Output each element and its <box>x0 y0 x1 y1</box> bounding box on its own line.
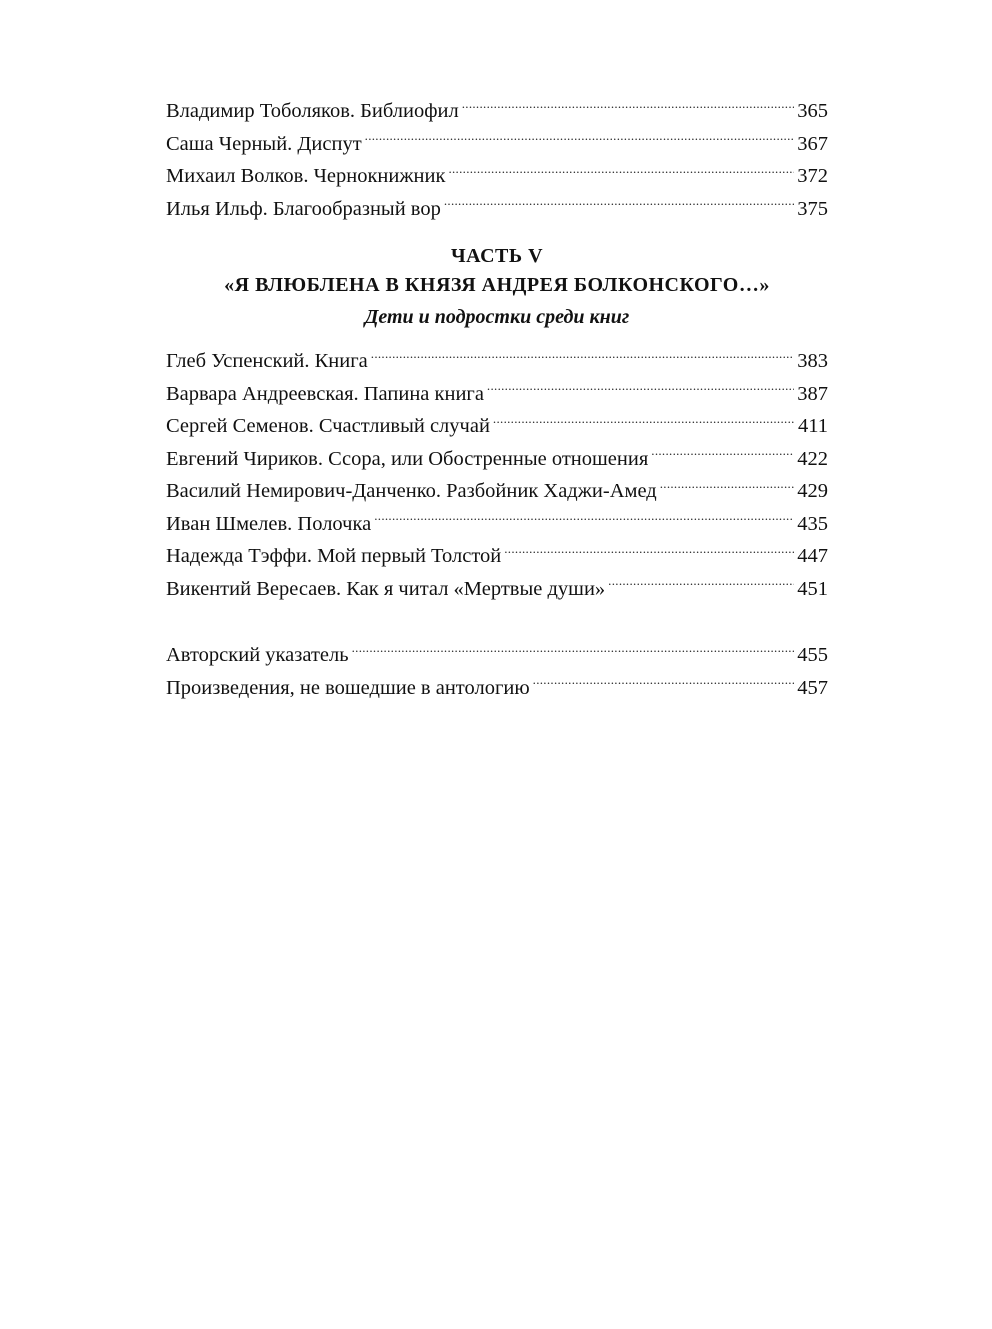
dot-leader <box>371 347 794 367</box>
toc-entry-page: 387 <box>797 382 828 405</box>
toc-entry[interactable] <box>166 639 828 672</box>
toc-entry[interactable] <box>166 160 828 193</box>
part-label: ЧАСТЬ V <box>450 245 544 267</box>
toc-entry[interactable] <box>166 95 828 128</box>
dot-leader <box>374 510 794 530</box>
toc-entry-title: Надежда Тэффи. Мой первый Толстой <box>166 545 502 567</box>
toc-entry-page: 372 <box>797 165 828 187</box>
toc-entry[interactable] <box>166 672 828 705</box>
toc-entry-page: 365 <box>797 100 828 122</box>
toc-entry[interactable] <box>166 475 828 508</box>
toc-entry-page: 383 <box>797 350 828 372</box>
toc-entry[interactable] <box>166 573 828 606</box>
dot-leader <box>493 412 795 432</box>
toc-entry-title: Владимир Тоболяков. Библиофил <box>166 100 459 122</box>
toc-entry-page: 429 <box>797 480 828 502</box>
toc-entry-title: Василий Немирович-Данченко. Разбойник Хаджи-Амед <box>166 480 657 502</box>
toc-entry[interactable] <box>166 508 828 541</box>
toc-entry[interactable] <box>166 378 828 411</box>
part-subtitle: Дети и подростки среди книг <box>364 306 630 328</box>
toc-entry[interactable] <box>166 443 828 476</box>
toc-entry-title: Викентий Вересаев. Как я читал «Мертвые души» <box>166 577 606 600</box>
toc-entry-page: 411 <box>798 415 828 437</box>
toc-entry[interactable] <box>166 193 828 226</box>
toc-entry-page: 435 <box>797 512 828 535</box>
dot-leader <box>352 641 795 661</box>
toc-appendix <box>166 639 828 704</box>
toc-section-2 <box>166 345 828 605</box>
toc-entry-page: 367 <box>797 132 828 155</box>
toc-entry-page: 422 <box>797 447 828 470</box>
toc-entry-title: Михаил Волков. Чернокнижник <box>166 165 446 187</box>
toc-entry-page: 447 <box>797 545 828 567</box>
part-title: «Я ВЛЮБЛЕНА В КНЯЗЯ АНДРЕЯ БОЛКОНСКОГО…» <box>224 274 770 296</box>
toc-entry-title: Варвара Андреевская. Папина книга <box>166 382 484 405</box>
toc-entry-page: 457 <box>797 676 828 699</box>
toc-section-1 <box>166 95 828 225</box>
dot-leader <box>533 674 795 694</box>
dot-leader <box>448 162 794 182</box>
dot-leader <box>608 575 794 595</box>
toc-entry-title: Глеб Успенский. Книга <box>166 350 368 372</box>
toc-entry[interactable] <box>166 128 828 161</box>
dot-leader <box>660 477 795 497</box>
dot-leader <box>651 445 794 465</box>
toc-entry-title: Илья Ильф. Благообразный вор <box>166 197 441 220</box>
toc-entry-page: 375 <box>797 197 828 220</box>
dot-leader <box>365 130 795 150</box>
toc-entry-title: Саша Черный. Диспут <box>166 132 362 155</box>
toc-entry-page: 451 <box>797 577 828 600</box>
toc-entry-title: Иван Шмелев. Полочка <box>166 512 372 535</box>
table-of-contents-page <box>166 95 828 704</box>
toc-entry[interactable] <box>166 410 828 443</box>
toc-entry-title: Евгений Чириков. Ссора, или Обостренные отношения <box>166 447 649 470</box>
dot-leader <box>444 195 794 215</box>
toc-entry-title: Авторский указатель <box>166 644 349 666</box>
toc-entry-title: Сергей Семенов. Счастливый случай <box>166 415 490 437</box>
toc-entry-title: Произведения, не вошедшие в антологию <box>166 676 530 699</box>
toc-entry[interactable] <box>166 540 828 573</box>
part-header <box>166 242 828 334</box>
toc-entry-page: 455 <box>797 644 828 666</box>
dot-leader <box>504 542 794 562</box>
toc-entry[interactable] <box>166 345 828 378</box>
dot-leader <box>487 380 794 400</box>
dot-leader <box>462 97 795 117</box>
